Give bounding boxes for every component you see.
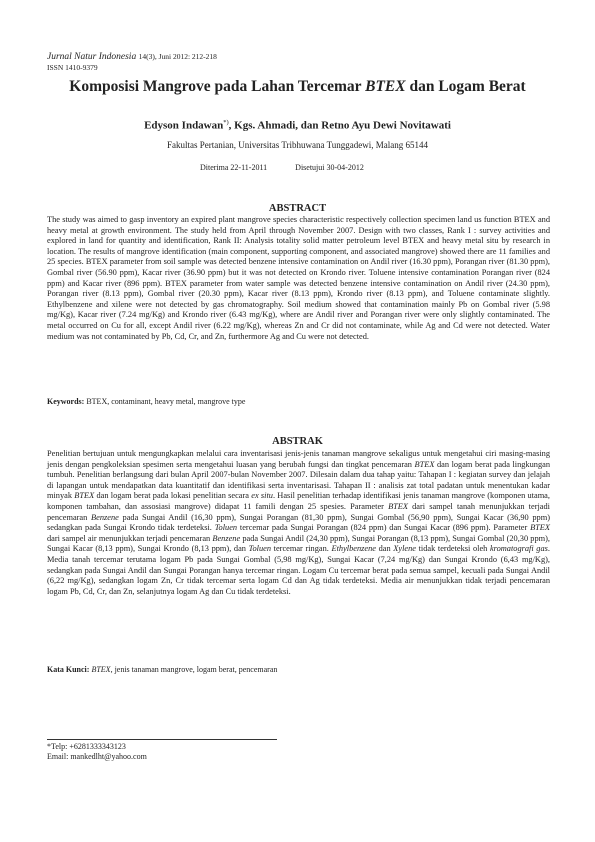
keywords-indonesian <box>47 665 550 675</box>
author-list <box>0 116 595 133</box>
keywords-english <box>47 397 550 407</box>
journal-citation <box>47 51 217 63</box>
keywords-label: Keywords: <box>47 397 85 406</box>
kata-kunci-text: , jenis tanaman mangrove, logam berat, pencemaran <box>110 665 278 674</box>
footnote-email: Email: mankedlht@yahoo.com <box>47 752 147 761</box>
footnote-divider <box>47 739 277 740</box>
accepted-date: Disetujui 30-04-2012 <box>295 163 364 172</box>
title-italic: BTEX <box>365 78 406 95</box>
submission-dates <box>200 163 364 173</box>
footnote-phone: *Telp: +6281333343123 <box>47 742 126 751</box>
abstrak-heading: ABSTRAK <box>272 436 323 447</box>
received-date: Diterima 22-11-2011 <box>200 163 268 172</box>
kata-kunci-label: Kata Kunci: <box>47 665 90 674</box>
author-rest: , Kgs. Ahmadi, dan Retno Ayu Dewi Novitawati <box>228 119 451 132</box>
abstract-text: The study was aimed to gasp inventory an expired plant mangrove species characteristic respectively collection specimen land us function BTEX and heavy metal at growth environment. The study held from April through November 2007. Design with two classes, Rank I : survey activities and explored in land for quantity and identification, Rank II: Analysis totality solid matter petroleum level BTEX and heavy metal situ by research in location. The results of mangrove identification (main component, supporting component, and associated mangrove) showed there are 11 families and 25 species. BTEX parameter from soil sample was detected benzene intensive contamination on Andil river (16.30 ppm), Porangan river (81.30 ppm), Gombal river (56.90 ppm), Kacar river (36.90 ppm) but it was not detected on Krondo river. Toluene intensive contamination Porangan river (824 ppm) and Kacar river (896 ppm). BTEX parameter from water sample was detected benzene intensive contamination on Andil river (24.30 ppm), Porangan river (8.13 ppm), Gombal river (20.30 ppm), Kacar river (8.13 ppm), Krondo river (8.13 ppm), and Toluene contaminate slightly. Ethylbenzene and xilene were not detected by gas chromatography. Soil medium showed that contamination mainly Pb on Gombal river (5.98 mg/Kg), Kacar river (7.24 mg/Kg) and Krondo river (6.43 mg/Kg), where are Andil river and Porangan river were only slightly contaminated. The metal occurred on Cu for all, except Andil river (6.22 mg/Kg), whereas Zn and Cr did not contaminate, while Ag and Cd were not detected. Water medium was not contaminated by Pb, Cd, Cr, and Zn, furthermore Ag and Cu were not detected. <box>47 215 550 341</box>
affiliation: Fakultas Pertanian, Universitas Tribhuwana Tunggadewi, Malang 65144 <box>167 140 428 150</box>
journal-issn: ISSN 1410-9379 <box>47 63 98 72</box>
corresponding-mark: *) <box>223 119 229 126</box>
journal-volume: 14(3), Juni 2012: 212-218 <box>138 52 217 61</box>
paper-title <box>0 78 595 96</box>
title-prefix: Komposisi Mangrove pada Lahan Tercemar <box>69 78 366 95</box>
keywords-text: BTEX, contaminant, heavy metal, mangrove type <box>84 397 246 406</box>
journal-name: Jurnal Natur Indonesia <box>47 52 137 62</box>
author-first: Edyson Indawan <box>144 119 224 132</box>
footnote <box>47 742 147 762</box>
abstract-heading: ABSTRACT <box>268 203 327 214</box>
title-suffix: dan Logam Berat <box>405 78 526 95</box>
kata-kunci-italic: BTEX <box>89 665 111 674</box>
abstrak-text: Penelitian bertujuan untuk mengungkapkan melalui cara inventarisasi jenis-jenis tanaman mangrove sekaligus untuk mengetahui ciri masing-masing jenis dengan pengkoleksian spesimen serta mengetahui luasan yang berubah fungsi dan tingkat pencemaran BTEX dan logam berat pada lingkungan tumbuh. Penelitian berlangsung dari bulan April 2007-bulan November 2007. Dilesain dalam dua tahap yaitu: Tahapan I : kegiatan survey dan jelajah di lapangan untuk mendapatkan data kuantitatif dan identifikasi serta inventarisasi. Tahapan II : analisis zat total padatan untuk menentukan kadar minyak BTEX dan logam berat pada lokasi penelitian secara ex situ. Hasil penelitian terhadap identifikasi jenis tanaman mangrove (komponen utama, komponen tambahan, dan assosiasi mangrove) didapat 11 famili dengan 25 spesies. Parameter BTEX dari sampel tanah menunjukkan terjadi pencemaran Benzene pada Sungai Andil (16,30 ppm), Sungai Porangan (81,30 ppm), Sungai Gombal (56,90 ppm), Sungai Kacar (36,90 ppm) sedangkan pada Sungai Krondo tidak terdeteksi. Toluen tercemar pada Sungai Porangan (824 ppm) dan Sungai Kacar (896 ppm). Parameter BTEX dari sampel air menunjukkan terjadi pencemaran Benzene pada Sungai Andil (24,30 ppm), Sungai Porangan (8,13 ppm), Sungai Gombal (20,30 ppm), Sungai Kacar (8,13 ppm), Sungai Krondo (8,13 ppm), dan Toluen tercemar ringan. Ethylbenzene dan Xylene tidak terdeteksi oleh kromatografi gas. Media tanah tercemar terutama logam Pb pada Sungai Gombal (5,98 mg/Kg), Sungai Kacar (7,24 mg/Kg) dan Sungai Krondo (6,43 mg/Kg), sedangkan pada Sungai Andil dan Sungai Porangan hanya tercemar ringan. Logam Cu tercemar berat pada semua sampel, kecuali pada Sungai Andil (6,22 mg/Kg), sedangkan logam Zn, Cr tidak tercemar serta logam Cd dan Ag tidak terdeteksi. Media air menunjukkan tidak terjadi pencemaran logam Pb, Cd, Cr, dan Zn, selanjutnya logam Ag dan Cu tidak terdeteksi. <box>47 449 551 596</box>
